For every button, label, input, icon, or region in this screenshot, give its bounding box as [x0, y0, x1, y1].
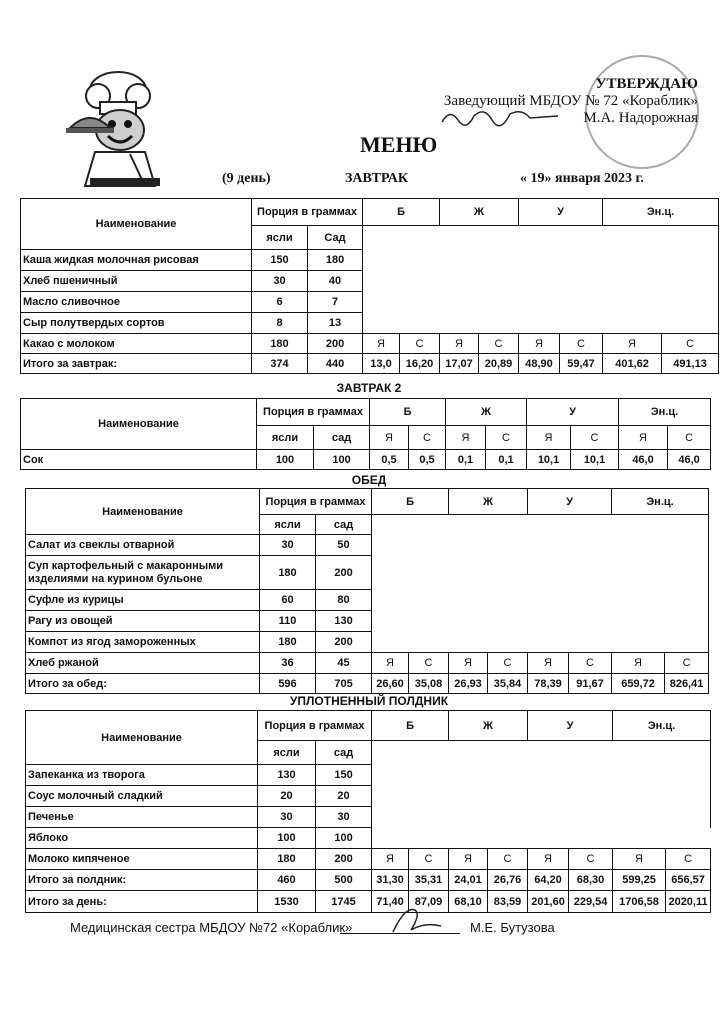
sad-value: 130	[316, 611, 372, 632]
col-u: У	[528, 711, 613, 741]
sad-value: 200	[316, 556, 372, 590]
sad-value: 180	[308, 250, 363, 271]
dish-name: Рагу из овощей	[26, 611, 260, 632]
nutrient-value: 35,08	[409, 674, 449, 694]
yasli-value: 100	[257, 450, 314, 470]
sad-value: 100	[314, 450, 370, 470]
dish-name: Салат из свеклы отварной	[26, 535, 260, 556]
s-label: С	[409, 426, 446, 450]
nutrient-value: 83,59	[488, 891, 528, 913]
nutrient-value: 91,67	[569, 674, 612, 694]
ya-label: Я	[449, 849, 488, 870]
yasli-value: 60	[260, 590, 316, 611]
dish-name: Соус молочный сладкий	[26, 786, 258, 807]
s-label: С	[571, 426, 619, 450]
col-zh: Ж	[449, 489, 528, 515]
menu-day: (9 день)	[222, 171, 271, 186]
nutrient-value: 10,1	[527, 450, 571, 470]
ya-label: Я	[440, 334, 479, 354]
nutrient-value: 68,30	[569, 870, 613, 891]
dish-name: Сыр полутвердых сортов	[21, 313, 252, 334]
total-label: Итого за полдник:	[26, 870, 258, 891]
sad-value: 13	[308, 313, 363, 334]
s-label: С	[569, 653, 612, 674]
col-sad: сад	[314, 426, 370, 450]
nutrient-value: 64,20	[528, 870, 569, 891]
ya-label: Я	[446, 426, 486, 450]
col-portion: Порция в граммах	[258, 711, 372, 741]
nutrient-value: 59,47	[560, 354, 603, 374]
sad-total: 1745	[316, 891, 372, 913]
approve-line2: М.А. Надорожная	[583, 110, 698, 126]
breakfast-table	[20, 198, 719, 374]
ya-label: Я	[603, 334, 662, 354]
yasli-value: 180	[260, 632, 316, 653]
col-b: Б	[372, 489, 449, 515]
s-label: С	[662, 334, 719, 354]
col-sad: сад	[316, 515, 372, 535]
yasli-value: 36	[260, 653, 316, 674]
ya-label: Я	[372, 653, 409, 674]
yasli-value: 30	[252, 271, 308, 292]
col-b: Б	[372, 711, 449, 741]
yasli-total: 1530	[258, 891, 316, 913]
day-total-label: Итого за день:	[26, 891, 258, 913]
nurse-name: М.Е. Бутузова	[470, 920, 555, 935]
col-b: Б	[370, 399, 446, 426]
yasli-value: 150	[252, 250, 308, 271]
col-portion: Порция в граммах	[257, 399, 370, 426]
sad-value: 40	[308, 271, 363, 292]
yasli-value: 30	[260, 535, 316, 556]
yasli-value: 180	[252, 334, 308, 354]
nutrient-value: 26,60	[372, 674, 409, 694]
col-b: Б	[363, 199, 440, 226]
col-en: Эн.ц.	[612, 489, 709, 515]
sad-value: 20	[316, 786, 372, 807]
s-label: С	[560, 334, 603, 354]
col-portion: Порция в граммах	[260, 489, 372, 515]
col-u: У	[527, 399, 619, 426]
s-label: С	[666, 849, 711, 870]
ya-label: Я	[449, 653, 488, 674]
lunch-table	[25, 488, 709, 694]
dish-name: Печенье	[26, 807, 258, 828]
nutrient-value: 17,07	[440, 354, 479, 374]
nutrient-value: 0,1	[446, 450, 486, 470]
col-name: Наименование	[21, 199, 252, 250]
col-yasli: ясли	[258, 741, 316, 765]
col-u: У	[528, 489, 612, 515]
ya-label: Я	[612, 653, 665, 674]
approve-title: УТВЕРЖДАЮ	[595, 76, 698, 92]
dish-name: Хлеб пшеничный	[21, 271, 252, 292]
dish-name: Суфле из курицы	[26, 590, 260, 611]
nutrient-area	[363, 226, 719, 334]
nutrient-value: 656,57	[666, 870, 711, 891]
col-yasli: ясли	[252, 226, 308, 250]
ya-label: Я	[619, 426, 668, 450]
col-sad: сад	[316, 741, 372, 765]
menu-date: « 19» января 2023 г.	[520, 171, 644, 186]
col-name: Наименование	[21, 399, 257, 450]
dish-name: Запеканка из творога	[26, 765, 258, 786]
sad-total: 500	[316, 870, 372, 891]
nutrient-value: 826,41	[665, 674, 709, 694]
nutrient-value: 26,76	[488, 870, 528, 891]
breakfast2-title: ЗАВТРАК 2	[336, 381, 402, 395]
nutrient-value: 46,0	[668, 450, 711, 470]
nutrient-value: 46,0	[619, 450, 668, 470]
dish-name: Какао с молоком	[21, 334, 252, 354]
nutrient-value: 491,13	[662, 354, 719, 374]
ya-label: Я	[370, 426, 409, 450]
yasli-value: 180	[258, 849, 316, 870]
col-sad: Сад	[308, 226, 363, 250]
nutrient-value: 16,20	[400, 354, 440, 374]
nutrient-value: 659,72	[612, 674, 665, 694]
dish-name: Хлеб ржаной	[26, 653, 260, 674]
yasli-total: 374	[252, 354, 308, 374]
nutrient-value: 13,0	[363, 354, 400, 374]
sad-value: 200	[316, 632, 372, 653]
total-label: Итого за завтрак:	[21, 354, 252, 374]
sad-value: 50	[316, 535, 372, 556]
ya-label: Я	[372, 849, 409, 870]
col-u: У	[519, 199, 603, 226]
yasli-value: 20	[258, 786, 316, 807]
col-en: Эн.ц.	[619, 399, 711, 426]
col-portion: Порция в граммах	[252, 199, 363, 226]
col-yasli: ясли	[257, 426, 314, 450]
sad-value: 7	[308, 292, 363, 313]
s-label: С	[486, 426, 527, 450]
sad-value: 100	[316, 828, 372, 849]
sad-value: 30	[316, 807, 372, 828]
ya-label: Я	[363, 334, 400, 354]
sad-total: 440	[308, 354, 363, 374]
yasli-value: 100	[258, 828, 316, 849]
nutrient-value: 87,09	[409, 891, 449, 913]
nutrient-value: 71,40	[372, 891, 409, 913]
nutrient-value: 201,60	[528, 891, 569, 913]
meal-breakfast-title: ЗАВТРАК	[345, 171, 409, 186]
director-signature	[440, 104, 560, 128]
s-label: С	[409, 849, 449, 870]
s-label: С	[668, 426, 711, 450]
col-name: Наименование	[26, 489, 260, 535]
sad-total: 705	[316, 674, 372, 694]
nutrient-value: 229,54	[569, 891, 613, 913]
nutrient-value: 10,1	[571, 450, 619, 470]
dish-name: Сок	[21, 450, 257, 470]
yasli-total: 596	[260, 674, 316, 694]
nutrient-value: 31,30	[372, 870, 409, 891]
ya-label: Я	[527, 426, 571, 450]
nutrient-value: 20,89	[479, 354, 519, 374]
nutrient-value: 24,01	[449, 870, 488, 891]
nutrient-value: 401,62	[603, 354, 662, 374]
sad-value: 150	[316, 765, 372, 786]
total-label: Итого за обед:	[26, 674, 260, 694]
nutrient-value: 0,5	[370, 450, 409, 470]
s-label: С	[665, 653, 709, 674]
nutrient-value: 48,90	[519, 354, 560, 374]
s-label: С	[400, 334, 440, 354]
s-label: С	[569, 849, 613, 870]
sad-value: 200	[308, 334, 363, 354]
nutrient-value: 35,31	[409, 870, 449, 891]
lunch-title: ОБЕД	[351, 473, 387, 487]
nutrient-area	[372, 741, 711, 828]
col-zh: Ж	[449, 711, 528, 741]
sad-value: 200	[316, 849, 372, 870]
dish-name: Каша жидкая молочная рисовая	[21, 250, 252, 271]
col-name: Наименование	[26, 711, 258, 765]
nutrient-value: 26,93	[449, 674, 488, 694]
nutrient-value: 78,39	[528, 674, 569, 694]
nutrient-value: 2020,11	[666, 891, 711, 913]
s-label: С	[479, 334, 519, 354]
snack-table	[25, 710, 711, 913]
dish-name: Компот из ягод замороженных	[26, 632, 260, 653]
yasli-total: 460	[258, 870, 316, 891]
nutrient-value: 35,84	[488, 674, 528, 694]
s-label: С	[488, 653, 528, 674]
s-label: С	[488, 849, 528, 870]
ya-label: Я	[519, 334, 560, 354]
dish-name: Масло сливочное	[21, 292, 252, 313]
col-en: Эн.ц.	[613, 711, 711, 741]
breakfast2-table	[20, 398, 711, 470]
yasli-value: 180	[260, 556, 316, 590]
col-en: Эн.ц.	[603, 199, 719, 226]
nutrient-area	[372, 515, 709, 653]
sad-value: 45	[316, 653, 372, 674]
yasli-value: 130	[258, 765, 316, 786]
yasli-value: 110	[260, 611, 316, 632]
nutrient-value: 0,1	[486, 450, 527, 470]
ya-label: Я	[528, 849, 569, 870]
s-label: С	[409, 653, 449, 674]
yasli-value: 6	[252, 292, 308, 313]
dish-name: Суп картофельный с макаронными изделиями на курином бульоне	[26, 556, 260, 590]
col-yasli: ясли	[260, 515, 316, 535]
ya-label: Я	[613, 849, 666, 870]
snack-title: УПЛОТНЕННЫЙ ПОЛДНИК	[289, 694, 449, 708]
menu-title: МЕНЮ	[360, 132, 438, 157]
nutrient-value: 599,25	[613, 870, 666, 891]
yasli-value: 30	[258, 807, 316, 828]
nurse-signature	[385, 900, 445, 936]
nutrient-value: 1706,58	[613, 891, 666, 913]
col-zh: Ж	[446, 399, 527, 426]
ya-label: Я	[528, 653, 569, 674]
nutrient-value: 0,5	[409, 450, 446, 470]
nurse-label: Медицинская сестра МБДОУ №72 «Кораблик»	[70, 920, 353, 935]
dish-name: Яблоко	[26, 828, 258, 849]
chef-logo	[60, 68, 172, 190]
approve-line1: Заведующий МБДОУ № 72 «Кораблик»	[443, 93, 698, 109]
dish-name: Молоко кипяченое	[26, 849, 258, 870]
sad-value: 80	[316, 590, 372, 611]
nutrient-value: 68,10	[449, 891, 488, 913]
yasli-value: 8	[252, 313, 308, 334]
col-zh: Ж	[440, 199, 519, 226]
